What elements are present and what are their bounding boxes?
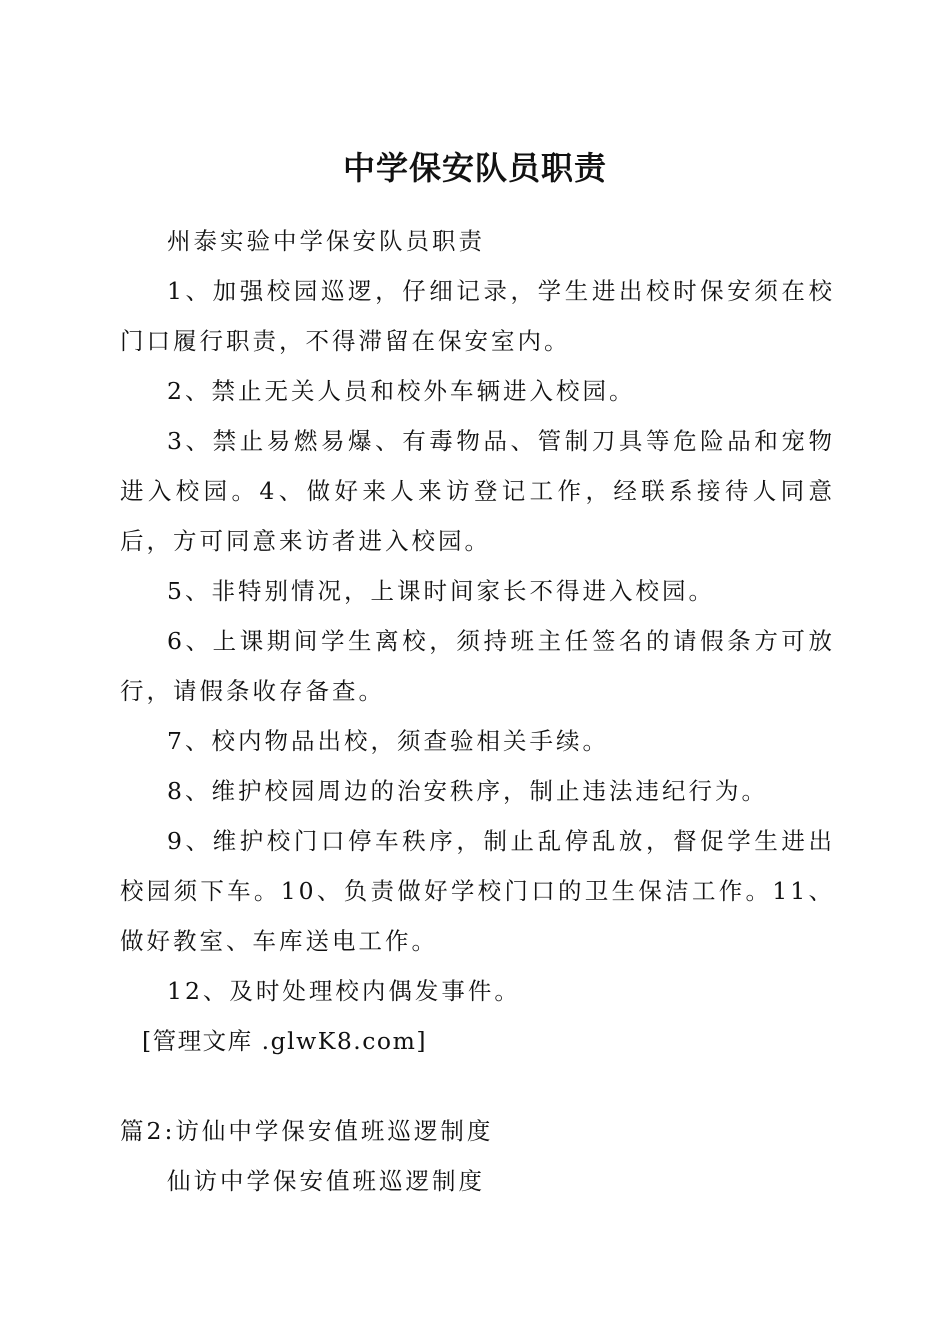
paragraph-item-6: 6、上课期间学生离校，须持班主任签名的请假条方可放行，请假条收存备查。 [120, 627, 835, 705]
paragraph-item-2: 2、禁止无关人员和校外车辆进入校园。 [167, 377, 636, 405]
paragraph-item-7: 7、校内物品出校，须查验相关手续。 [167, 727, 609, 755]
section2-heading: 篇2:访仙中学保安值班巡逻制度 [120, 1117, 494, 1145]
section-spacer [120, 1066, 835, 1106]
paragraph-item-3-4: 3、禁止易燃易爆、有毒物品、管制刀具等危险品和宠物进入校园。4、做好来人来访登记工作，经联系接待人同意后，方可同意来访者进入校园。 [120, 427, 835, 555]
document-body [120, 216, 835, 1206]
paragraph-item-8: 8、维护校园周边的治安秩序，制止违法违纪行为。 [167, 777, 768, 805]
paragraph-subtitle: 州泰实验中学保安队员职责 [167, 227, 485, 255]
paragraph-item-1: 1、加强校园巡逻，仔细记录，学生进出校时保安须在校门口履行职责，不得滞留在保安室内。 [120, 277, 835, 355]
paragraph-item-9-11: 9、维护校门口停车秩序，制止乱停乱放，督促学生进出校园须下车。10、负责做好学校门口的卫生保洁工作。11、做好教室、车库送电工作。 [120, 827, 835, 955]
source-note: [管理文库 .glwK8.com] [142, 1027, 428, 1055]
section2-subtitle: 仙访中学保安值班巡逻制度 [167, 1167, 485, 1195]
document-title: 中学保安队员职责 [342, 149, 607, 187]
paragraph-item-5: 5、非特别情况，上课时间家长不得进入校园。 [167, 577, 715, 605]
paragraph-item-12: 12、及时处理校内偶发事件。 [167, 977, 521, 1005]
